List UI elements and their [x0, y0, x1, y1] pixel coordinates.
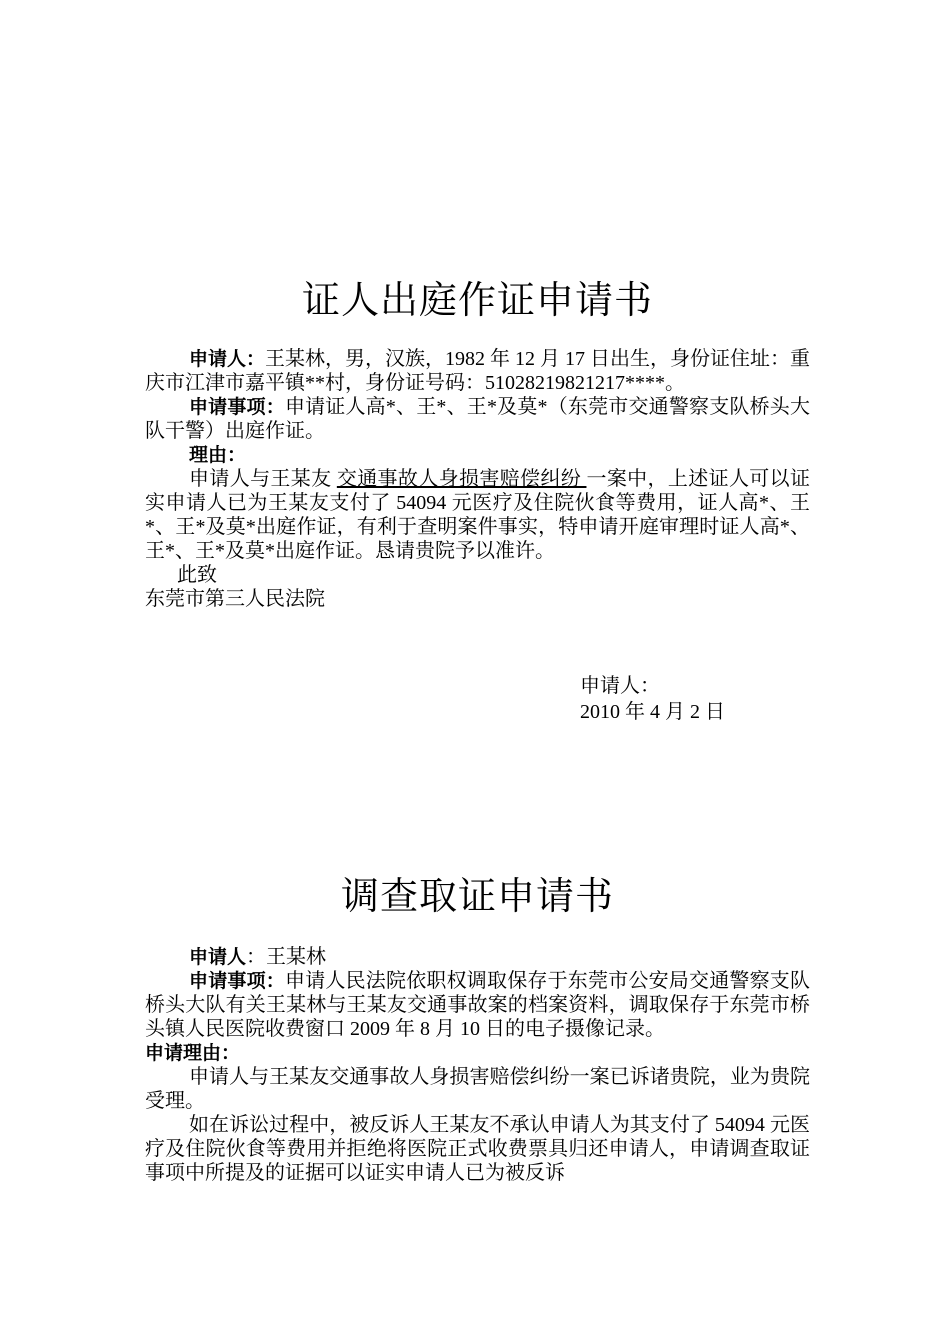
case-name: 交通事故人身损害赔偿纠纷: [336, 468, 587, 490]
evidence-application-body: [145, 945, 810, 1185]
reason-paragraph: [145, 467, 810, 563]
applicant-text-2: ：王某林: [246, 946, 327, 968]
reason-paragraph-1: 申请人与王某友交通事故人身损害赔偿纠纷一案已诉诸贵院，业为贵院受理。: [145, 1066, 810, 1112]
closing-text: 此致: [177, 564, 217, 586]
matter-paragraph: [145, 395, 810, 443]
sign-date: 2010 年 4 月 2 日: [580, 701, 725, 723]
court-name: 东莞市第三人民法院: [145, 588, 325, 610]
document-title: 证人出庭作证申请书: [301, 278, 653, 322]
sign-applicant: 申请人：: [580, 675, 660, 697]
applicant-label-2: 申请人: [189, 946, 247, 968]
reason-pre: 申请人与王某友: [189, 468, 337, 490]
applicant-text: 王某林，男，汉族，1982 年 12 月 17 日出生，身份证住址：重庆市江津市嘉平镇**村，身份证号码：51028219821217****。: [145, 348, 811, 394]
applicant-paragraph-2: [145, 945, 810, 969]
matter-label-2: 申请事项：: [189, 970, 285, 992]
signature-block: [580, 673, 725, 725]
matter-label: 申请事项：: [189, 396, 285, 418]
applicant-label: 申请人：: [189, 348, 266, 370]
witness-application-section: [145, 276, 810, 324]
reason-heading-2: [145, 1041, 810, 1065]
reason-paragraph-2: 如在诉讼过程中，被反诉人王某友不承认申请人为其支付了 54094 元医疗及住院伙食等费用并拒绝将医院正式收费票具归还申请人，申请调查取证事项中所提及的证据可以证实申请人已为被反诉: [145, 1114, 810, 1184]
reason-post: 一案中，上述证人可以证实申请人已为王某友支付了 54094 元医疗及住院伙食等费用，证人高*、王*、王*及莫*出庭作证，有利于查明案件事实，特申请开庭审理时证人高*、王*、王*及莫*出庭作证。恳请贵院予以准许。: [145, 468, 811, 562]
matter-text-2: 申请人民法院依职权调取保存于东莞市公安局交通警察支队桥头大队有关王某林与王某友交通事故案的档案资料，调取保存于东莞市桥头镇人民医院收费窗口 2009 年 8 月 10 日的电子摄像记录。: [145, 970, 810, 1040]
witness-application-body: [145, 347, 810, 611]
matter-paragraph-2: [145, 969, 810, 1041]
reason-heading: [145, 443, 810, 467]
matter-text: 申请证人高*、王*、王*及莫*（东莞市交通警察支队桥头大队干警）出庭作证。: [145, 396, 810, 442]
document-title-2: 调查取证申请书: [340, 874, 614, 918]
reason-label: 理由：: [189, 444, 247, 466]
reason-label-2: 申请理由：: [145, 1042, 241, 1064]
applicant-paragraph: [145, 347, 810, 395]
evidence-application-section: [145, 872, 810, 920]
